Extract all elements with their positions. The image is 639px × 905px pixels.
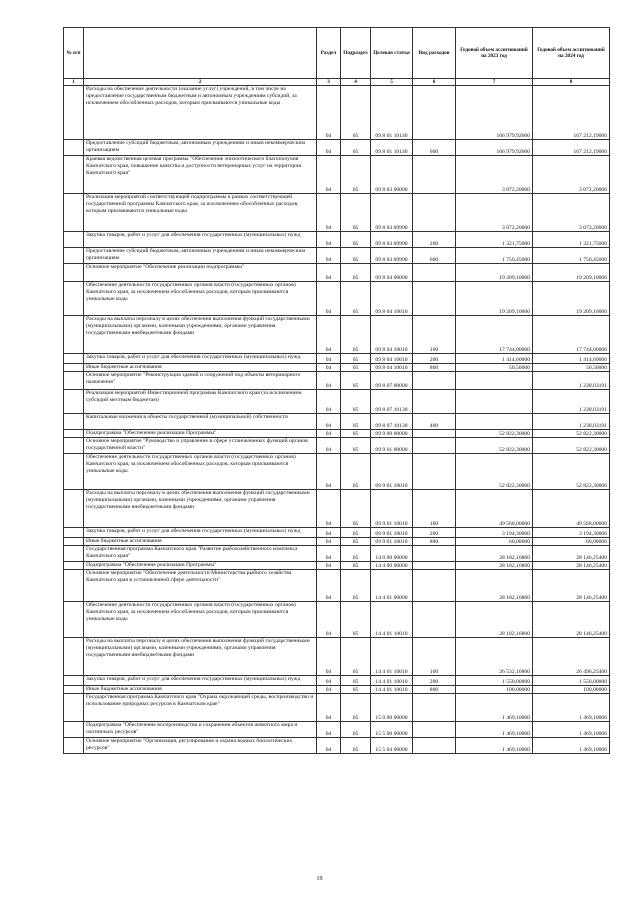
expense-type-code: 800 (413, 364, 456, 372)
target-article-code: 14 4 01 10010 (371, 602, 413, 638)
expense-name: Основное мероприятие "Обеспечение реализации подпрограммы" (84, 264, 317, 282)
amount-2024: 1 750,45000 (533, 248, 610, 264)
expense-type-code (413, 390, 456, 414)
section-code: 04 (317, 694, 341, 722)
subsection-code: 05 (341, 194, 371, 232)
subsection-code: 05 (341, 546, 371, 562)
row-number (64, 528, 84, 538)
section-code: 04 (317, 232, 341, 248)
subsection-code: 05 (341, 390, 371, 414)
table-row (64, 738, 610, 754)
section-code: 04 (317, 248, 341, 264)
amount-2023: 28 182,16800 (456, 546, 533, 562)
section-code: 04 (317, 490, 341, 528)
subsection-code: 05 (341, 140, 371, 156)
row-number (64, 676, 84, 686)
amount-2024: 1 238,03191 (533, 414, 610, 430)
table-row (64, 140, 610, 156)
row-number (64, 364, 84, 372)
header-year-2023: Годовой объем ассигнований на 2023 год (456, 28, 533, 79)
expense-type-code: 200 (413, 528, 456, 538)
expense-type-code (413, 372, 456, 390)
header-row (64, 28, 610, 79)
target-article-code: 09 8 01 10140 (371, 86, 413, 140)
table-row (64, 694, 610, 722)
column-number: 6 (413, 79, 456, 86)
expense-name: Реализация мероприятий Инвестиционной программы Камчатского края (за исключением субсидий местным бюджетам) (84, 390, 317, 414)
header-podrazdel: Подраздел (341, 28, 371, 79)
table-row (64, 722, 610, 738)
column-number: 5 (371, 79, 413, 86)
amount-2023: 28 182,16800 (456, 602, 533, 638)
table-row (64, 194, 610, 232)
budget-table-body (64, 86, 610, 754)
target-article-code: 09 8 03 00000 (371, 156, 413, 194)
section-code: 04 (317, 194, 341, 232)
subsection-code: 05 (341, 686, 371, 694)
subsection-code: 05 (341, 570, 371, 602)
amount-2024: 1 238,03191 (533, 372, 610, 390)
row-number (64, 86, 84, 140)
target-article-code: 09 8 04 10010 (371, 354, 413, 364)
target-article-code: 09 8 07 10130 (371, 414, 413, 430)
expense-name: Государственная программа Камчатского края "Охрана окружающей среды, воспроизводство и использование природных ресурсов в Камчатском крае" (84, 694, 317, 722)
header-name (84, 28, 317, 79)
expense-name: Иные бюджетные ассигнования (84, 538, 317, 546)
expense-type-code: 200 (413, 232, 456, 248)
subsection-code: 05 (341, 430, 371, 438)
column-number: 3 (317, 79, 341, 86)
amount-2024: 28 146,25400 (533, 546, 610, 562)
expense-name: Расходы на выплаты персоналу в целях обеспечения выполнения функций государственными (муниципальными) органами, казенными учреждениями, органами управления государственными внебюджетными фондами (84, 638, 317, 676)
expense-name: Основное мероприятие "Организация, регулирование и охрана водных биологических ресурсов" (84, 738, 317, 754)
table-row (64, 438, 610, 454)
expense-name: Реализация мероприятий соответствующей подпрограммы в рамках соответствующей государственной программы Камчатского края, за исключением обособленных расходов, которым присваиваются уникальные коды (84, 194, 317, 232)
expense-type-code (413, 86, 456, 140)
header-razdel: Раздел (317, 28, 341, 79)
target-article-code: 14 4 01 10010 (371, 686, 413, 694)
target-article-code: 09 8 01 10140 (371, 140, 413, 156)
amount-2024: 19 209,10000 (533, 264, 610, 282)
expense-name: Основное мероприятие "Руководство и управление в сфере установленных функций органов государственной власти" (84, 438, 317, 454)
subsection-code: 05 (341, 316, 371, 354)
expense-type-code (413, 722, 456, 738)
expense-name: Краевая ведомственная целевая программа "Обеспечение эпизоотического благополучия Камчатского края, повышение качества и доступности ветеринарных услуг на территории Камчатского края" (84, 156, 317, 194)
subsection-code: 05 (341, 372, 371, 390)
target-article-code: 14 4 01 00000 (371, 570, 413, 602)
target-article-code: 09 8 04 10010 (371, 282, 413, 316)
amount-2024: 52 822,30000 (533, 430, 610, 438)
target-article-code: 09 8 03 09990 (371, 194, 413, 232)
row-number (64, 538, 84, 546)
column-number: 2 (84, 79, 317, 86)
target-article-code: 15 5 00 00000 (371, 722, 413, 738)
row-number (64, 194, 84, 232)
amount-2024: 28 146,25400 (533, 562, 610, 570)
amount-2024: 17 744,00000 (533, 316, 610, 354)
subsection-code: 05 (341, 248, 371, 264)
amount-2023: 28 182,16800 (456, 570, 533, 602)
subsection-code: 05 (341, 86, 371, 140)
target-article-code: 09 8 04 10010 (371, 364, 413, 372)
amount-2023: 3 194,30000 (456, 528, 533, 538)
expense-type-code (413, 738, 456, 754)
amount-2023: 1 469,10000 (456, 722, 533, 738)
section-code: 04 (317, 738, 341, 754)
row-number (64, 372, 84, 390)
amount-2023: 100,00000 (456, 686, 533, 694)
section-code: 04 (317, 364, 341, 372)
subsection-code: 05 (341, 282, 371, 316)
header-num: № п/п (64, 28, 84, 79)
row-number (64, 638, 84, 676)
section-code: 04 (317, 538, 341, 546)
amount-2024: 167 212,19000 (533, 140, 610, 156)
expense-type-code (413, 694, 456, 722)
amount-2024: 49 568,00000 (533, 490, 610, 528)
section-code: 04 (317, 354, 341, 364)
row-number (64, 454, 84, 490)
subsection-code: 05 (341, 156, 371, 194)
subsection-code: 05 (341, 490, 371, 528)
amount-2023: 52 822,30000 (456, 438, 533, 454)
expense-name: Иные бюджетные ассигнования (84, 364, 317, 372)
row-number (64, 686, 84, 694)
row-number (64, 232, 84, 248)
row-number (64, 354, 84, 364)
table-row (64, 248, 610, 264)
expense-name: Государственная программа Камчатского края "Развитие рыбохозяйственного комплекса Камчатского края" (84, 546, 317, 562)
subsection-code: 05 (341, 722, 371, 738)
section-code: 04 (317, 722, 341, 738)
expense-type-code: 600 (413, 248, 456, 264)
target-article-code: 15 5 04 00000 (371, 738, 413, 754)
expense-name: Подпрограмма "Обеспечение реализации Программы" (84, 430, 317, 438)
target-article-code: 09 9 01 10010 (371, 490, 413, 528)
section-code: 04 (317, 638, 341, 676)
row-number (64, 414, 84, 430)
expense-type-code: 800 (413, 686, 456, 694)
subsection-code: 05 (341, 694, 371, 722)
expense-name: Предоставление субсидий бюджетным, автономным учреждениям и иным некоммерческим организациям (84, 140, 317, 156)
subsection-code: 05 (341, 562, 371, 570)
amount-2024: 1 414,60000 (533, 354, 610, 364)
amount-2024: 60,00000 (533, 538, 610, 546)
row-number (64, 248, 84, 264)
amount-2023 (456, 390, 533, 414)
row-number (64, 140, 84, 156)
target-article-code: 09 9 01 10010 (371, 454, 413, 490)
target-article-code: 09 8 04 00000 (371, 264, 413, 282)
budget-sheet (63, 27, 610, 754)
expense-type-code: 400 (413, 414, 456, 430)
amount-2024: 3 072,20000 (533, 156, 610, 194)
amount-2024: 28 146,25400 (533, 570, 610, 602)
amount-2023: 19 209,10000 (456, 282, 533, 316)
expense-type-code: 600 (413, 140, 456, 156)
section-code: 04 (317, 430, 341, 438)
amount-2024: 52 822,30000 (533, 454, 610, 490)
subsection-code: 05 (341, 638, 371, 676)
expense-type-code: 800 (413, 538, 456, 546)
expense-type-code (413, 264, 456, 282)
table-row (64, 528, 610, 538)
amount-2023: 1 750,45000 (456, 248, 533, 264)
subsection-code: 05 (341, 438, 371, 454)
subsection-code: 05 (341, 528, 371, 538)
amount-2024: 3 194,30000 (533, 528, 610, 538)
expense-name: Закупка товаров, работ и услуг для обеспечения государственных (муниципальных) нужд (84, 676, 317, 686)
subsection-code: 05 (341, 602, 371, 638)
expense-type-code (413, 546, 456, 562)
expense-name: Закупка товаров, работ и услуг для обеспечения государственных (муниципальных) нужд (84, 232, 317, 248)
section-code: 04 (317, 454, 341, 490)
table-row (64, 86, 610, 140)
section-code: 04 (317, 264, 341, 282)
row-number (64, 316, 84, 354)
expense-name: Капитальные вложения в объекты государственной (муниципальной) собственности (84, 414, 317, 430)
table-row (64, 364, 610, 372)
amount-2023: 17 744,00000 (456, 316, 533, 354)
table-row (64, 390, 610, 414)
expense-type-code (413, 156, 456, 194)
subsection-code: 05 (341, 454, 371, 490)
section-code: 04 (317, 156, 341, 194)
row-number (64, 282, 84, 316)
subsection-code: 05 (341, 364, 371, 372)
amount-2024: 1 321,75000 (533, 232, 610, 248)
table-row (64, 602, 610, 638)
amount-2023: 166 979,92000 (456, 140, 533, 156)
expense-name: Расходы на выплаты персоналу в целях обеспечения выполнения функций государственными (муниципальными) органами, казенными учреждениями, органами управления государственными внебюджетными фондами (84, 316, 317, 354)
row-number (64, 430, 84, 438)
expense-type-code (413, 562, 456, 570)
table-row (64, 264, 610, 282)
expense-name: Закупка товаров, работ и услуг для обеспечения государственных (муниципальных) нужд (84, 528, 317, 538)
section-code: 04 (317, 686, 341, 694)
table-row (64, 570, 610, 602)
row-number (64, 570, 84, 602)
amount-2023: 52 822,30000 (456, 430, 533, 438)
amount-2023: 60,00000 (456, 538, 533, 546)
subsection-code: 05 (341, 414, 371, 430)
subsection-code: 05 (341, 538, 371, 546)
section-code: 04 (317, 414, 341, 430)
expense-type-code: 200 (413, 354, 456, 364)
expense-type-code: 100 (413, 316, 456, 354)
table-row (64, 562, 610, 570)
column-number-row (64, 79, 610, 86)
table-row (64, 232, 610, 248)
row-number (64, 264, 84, 282)
expense-name: Расходы на обеспечение деятельности (оказание услуг) учреждений, в том числе на предоставление государственным бюджетным и автономным учреждениям субсидий, за исключением обособленных расходов, которым присваиваются уникальные коды (84, 86, 317, 140)
amount-2024: 1 469,10000 (533, 722, 610, 738)
table-row (64, 638, 610, 676)
section-code: 04 (317, 676, 341, 686)
expense-type-code (413, 282, 456, 316)
table-row (64, 354, 610, 364)
target-article-code: 09 9 01 10010 (371, 528, 413, 538)
section-code: 04 (317, 390, 341, 414)
section-code: 04 (317, 438, 341, 454)
expense-type-code (413, 570, 456, 602)
expense-name: Обеспечение деятельности государственных органов власти (государственных органов) Камчатского края, за исключением обособленных расходов, которым присваиваются уникальные коды (84, 602, 317, 638)
amount-2023: 1 321,75000 (456, 232, 533, 248)
target-article-code: 09 9 01 00000 (371, 438, 413, 454)
expense-name: Предоставление субсидий бюджетным, автономным учреждениям и иным некоммерческим организациям (84, 248, 317, 264)
row-number (64, 156, 84, 194)
expense-name: Обеспечение деятельности государственных органов власти (государственных органов) Камчатского края, за исключением обособленных расходов, которым присваиваются уникальные коды (84, 454, 317, 490)
expense-type-code: 200 (413, 676, 456, 686)
amount-2023: 50,50000 (456, 364, 533, 372)
column-number: 1 (64, 79, 84, 86)
target-article-code: 09 9 00 00000 (371, 430, 413, 438)
expense-type-code (413, 602, 456, 638)
expense-name: Основное мероприятие "Реконструкция зданий и сооружений под объекты ветеринарного назначения" (84, 372, 317, 390)
expense-type-code: 100 (413, 638, 456, 676)
section-code: 04 (317, 562, 341, 570)
table-row (64, 686, 610, 694)
expense-name: Иные бюджетные ассигнования (84, 686, 317, 694)
amount-2023: 3 072,20000 (456, 156, 533, 194)
target-article-code: 09 8 03 09990 (371, 232, 413, 248)
row-number (64, 490, 84, 528)
header-year-2024: Годовой объем ассигнований на 2024 год (533, 28, 610, 79)
amount-2024: 167 212,19000 (533, 86, 610, 140)
column-number: 7 (456, 79, 533, 86)
amount-2023: 166 979,92000 (456, 86, 533, 140)
row-number (64, 562, 84, 570)
expense-type-code: 100 (413, 490, 456, 528)
amount-2024: 100,00000 (533, 686, 610, 694)
subsection-code: 05 (341, 232, 371, 248)
amount-2023: 3 072,20000 (456, 194, 533, 232)
table-row (64, 538, 610, 546)
header-expense-type: Вид расходов (413, 28, 456, 79)
section-code: 04 (317, 372, 341, 390)
amount-2023: 26 532,16800 (456, 638, 533, 676)
header-target-article: Целевая статья (371, 28, 413, 79)
subsection-code: 05 (341, 738, 371, 754)
expense-name: Закупка товаров, работ и услуг для обеспечения государственных (муниципальных) нужд (84, 354, 317, 364)
column-number: 4 (341, 79, 371, 86)
amount-2024: 19 209,10000 (533, 282, 610, 316)
amount-2023: 52 822,30000 (456, 454, 533, 490)
section-code: 04 (317, 316, 341, 354)
table-row (64, 676, 610, 686)
section-code: 04 (317, 546, 341, 562)
subsection-code: 05 (341, 264, 371, 282)
expense-type-code (413, 194, 456, 232)
table-row (64, 430, 610, 438)
table-row (64, 546, 610, 562)
expense-type-code (413, 430, 456, 438)
row-number (64, 390, 84, 414)
table-row (64, 156, 610, 194)
target-article-code: 14 4 01 10010 (371, 676, 413, 686)
table-row (64, 414, 610, 430)
section-code: 04 (317, 528, 341, 538)
section-code: 04 (317, 570, 341, 602)
table-row (64, 490, 610, 528)
row-number (64, 602, 84, 638)
amount-2024: 28 146,25400 (533, 602, 610, 638)
amount-2024: 50,50000 (533, 364, 610, 372)
row-number (64, 738, 84, 754)
expense-name: Обеспечение деятельности государственных органов власти (государственных органов) Камчатского края, за исключением обособленных расходов, которым присваиваются уникальные коды (84, 282, 317, 316)
expense-type-code (413, 438, 456, 454)
section-code: 04 (317, 602, 341, 638)
table-row (64, 316, 610, 354)
table-row (64, 454, 610, 490)
amount-2024: 26 496,25400 (533, 638, 610, 676)
target-article-code: 09 8 04 10010 (371, 316, 413, 354)
amount-2024: 3 072,20000 (533, 194, 610, 232)
amount-2024: 1 238,03191 (533, 390, 610, 414)
amount-2023: 1 550,00000 (456, 676, 533, 686)
amount-2023: 49 568,00000 (456, 490, 533, 528)
amount-2023: 19 209,10000 (456, 264, 533, 282)
expense-name: Подпрограмма "Обеспечение воспроизводства и сохранения объектов животного мира и охотничьих ресурсов" (84, 722, 317, 738)
row-number (64, 694, 84, 722)
target-article-code: 09 9 01 10010 (371, 538, 413, 546)
page-number: 19 (316, 876, 323, 882)
expense-name: Подпрограмма "Обеспечение реализации Программы" (84, 562, 317, 570)
amount-2023 (456, 372, 533, 390)
amount-2023 (456, 414, 533, 430)
table-row (64, 372, 610, 390)
section-code: 04 (317, 140, 341, 156)
budget-table (63, 27, 610, 754)
row-number (64, 722, 84, 738)
expense-type-code (413, 454, 456, 490)
row-number (64, 546, 84, 562)
table-row (64, 282, 610, 316)
subsection-code: 05 (341, 354, 371, 364)
expense-name: Расходы на выплаты персоналу в целях обеспечения выполнения функций государственными (муниципальными) органами, казенными учреждениями, органами управления государственными внебюджетными фондами (84, 490, 317, 528)
section-code: 04 (317, 282, 341, 316)
row-number (64, 438, 84, 454)
target-article-code: 14 0 00 00000 (371, 546, 413, 562)
target-article-code: 09 8 07 00000 (371, 372, 413, 390)
amount-2023: 1 414,60000 (456, 354, 533, 364)
target-article-code: 14 4 01 10010 (371, 638, 413, 676)
section-code: 04 (317, 86, 341, 140)
target-article-code: 09 8 07 10130 (371, 390, 413, 414)
target-article-code: 09 8 03 09990 (371, 248, 413, 264)
amount-2023: 28 182,16800 (456, 562, 533, 570)
amount-2023: 1 469,10000 (456, 694, 533, 722)
subsection-code: 05 (341, 676, 371, 686)
amount-2024: 1 469,10000 (533, 694, 610, 722)
amount-2024: 1 550,00000 (533, 676, 610, 686)
amount-2024: 52 822,30000 (533, 438, 610, 454)
amount-2024: 1 469,10000 (533, 738, 610, 754)
amount-2023: 1 469,10000 (456, 738, 533, 754)
target-article-code: 15 0 00 00000 (371, 694, 413, 722)
target-article-code: 14 4 00 00000 (371, 562, 413, 570)
expense-name: Основное мероприятие "Обеспечение деятельности Министерства рыбного хозяйства Камчатского края в установленной сфере деятельности" (84, 570, 317, 602)
column-number: 8 (533, 79, 610, 86)
